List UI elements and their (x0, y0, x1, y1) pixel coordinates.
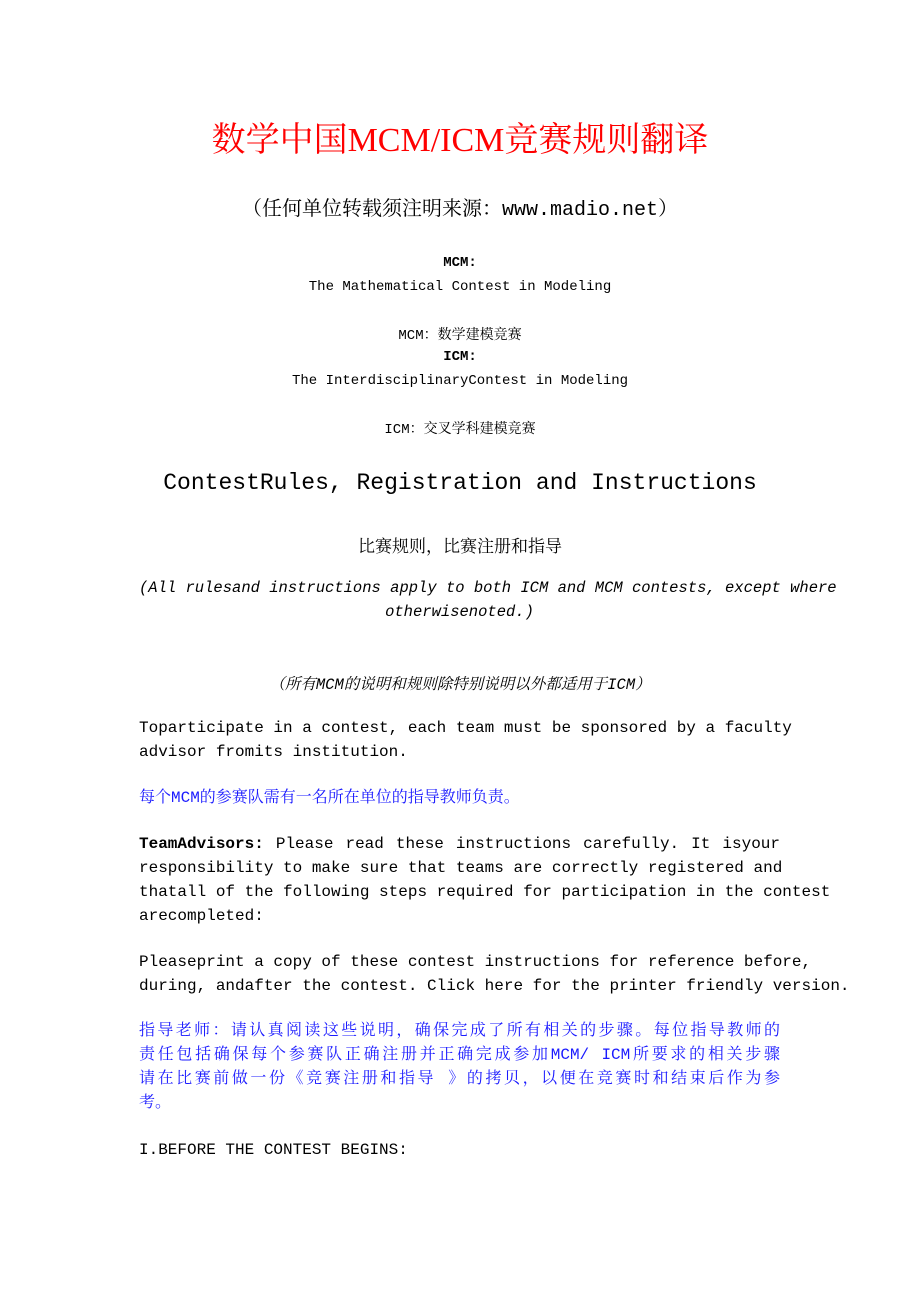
advisors-label: TeamAdvisors: (139, 835, 264, 853)
paragraph-line: 请在比赛前做一份《竞赛注册和指导 》的拷贝，以便在竞赛时和结束后作为参 (139, 1070, 780, 1088)
icm-label: ICM: (443, 349, 477, 365)
page-title: 数学中国MCM/ICM竞赛规则翻译 (211, 122, 709, 159)
applicability-note-cn: （所有MCM的说明和规则除特别说明以外都适用于ICM） (269, 676, 651, 694)
note-line: otherwisenoted.) (385, 603, 534, 621)
paragraph-line: 考。 (139, 1094, 172, 1112)
paragraph-sponsor (139, 716, 792, 764)
section-before-contest: I.BEFORE THE CONTEST BEGINS: (139, 1141, 408, 1159)
mcm-label: MCM: (443, 255, 477, 271)
section-heading-cn: 比赛规则，比赛注册和指导 (358, 539, 562, 558)
paragraph-line: 责任包括确保每个参赛队正确注册并正确完成参加MCM/ ICM所要求的相关步骤 (139, 1046, 780, 1064)
icm-chinese-name: ICM：交叉学科建模竞赛 (384, 422, 536, 438)
icm-full-name: The InterdisciplinaryContest in Modeling (291, 373, 629, 389)
paragraph-line: thatall of the following steps required for participation in the contest (139, 883, 831, 901)
note-line: (All rulesand instructions apply to both ICM and MCM contests, except where (139, 579, 837, 597)
paragraph-print (139, 950, 850, 998)
mcm-chinese-name: MCM：数学建模竞赛 (398, 328, 522, 344)
paragraph-sponsor-cn: 每个MCM的参赛队需有一名所在单位的指导教师负责。 (139, 789, 520, 807)
paragraph-line: 指导老师：请认真阅读这些说明，确保完成了所有相关的步骤。每位指导教师的 (139, 1022, 780, 1040)
mcm-full-name: The Mathematical Contest in Modeling (308, 279, 612, 295)
section-heading: ContestRules, Registration and Instructions (163, 470, 757, 496)
paragraph-advisors (139, 832, 831, 928)
paragraph-line[interactable]: during, andafter the contest. Click here for the printer friendly version. (139, 977, 850, 995)
paragraph-line: arecompleted: (139, 907, 264, 925)
paragraph-line: Pleaseprint a copy of these contest instructions for reference before, (139, 953, 812, 971)
paragraph-line: Toparticipate in a contest, each team must be sponsored by a faculty (139, 719, 792, 737)
paragraph-line: advisor fromits institution. (139, 743, 408, 761)
paragraph-line: Please read these instructions carefully. It isyour (263, 835, 780, 853)
applicability-note (139, 576, 837, 624)
paragraph-line: responsibility to make sure that teams are correctly registered and (139, 859, 783, 877)
paragraph-advisors-cn (139, 1019, 780, 1115)
source-note: （任何单位转载须注明来源：www.madio.net） (241, 199, 679, 222)
